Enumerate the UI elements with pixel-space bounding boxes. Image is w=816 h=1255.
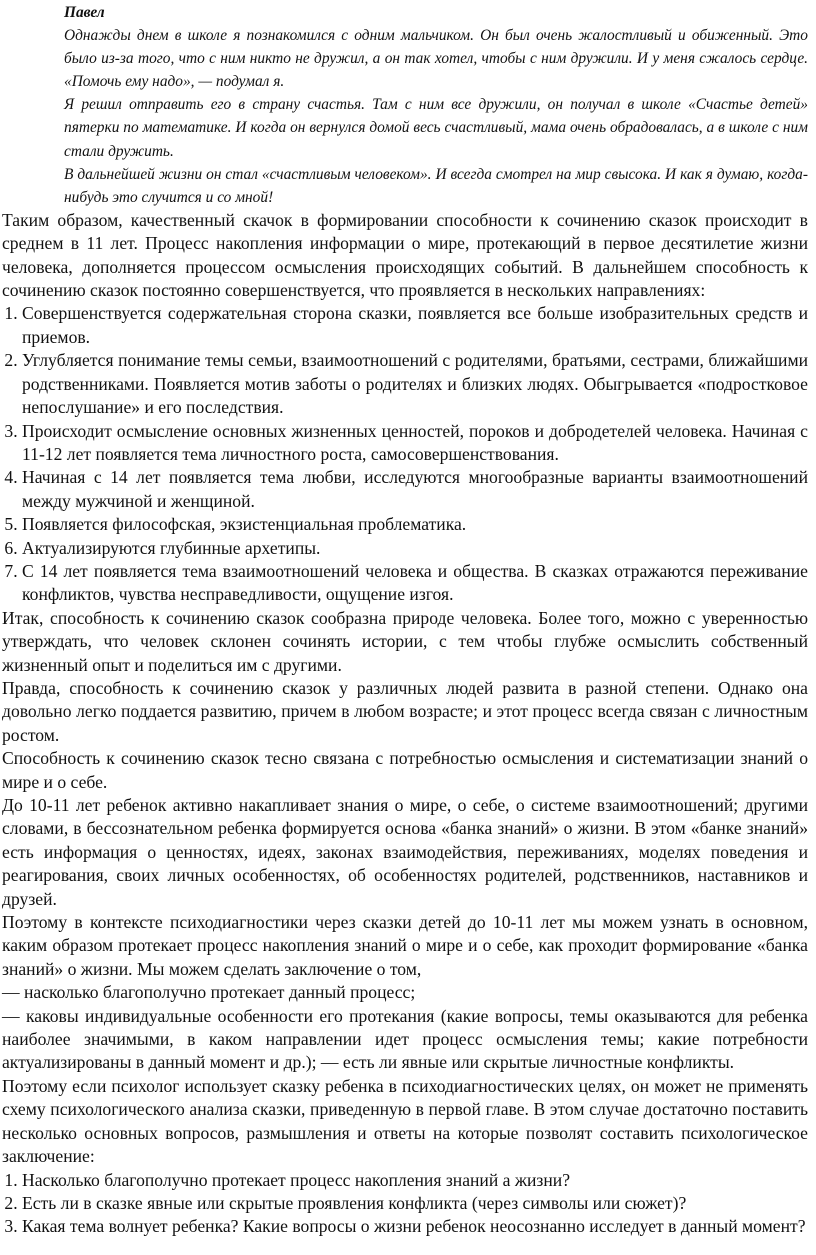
- list-item: 7. С 14 лет появляется тема взаимоотношений человека и общества. В сказках отражаются переживание конфликтов, чувства несправедливости, ощущение изгоя.: [22, 560, 808, 607]
- body-paragraph: До 10-11 лет ребенок активно накапливает знания о мире, о себе, о системе взаимоотношений; другими словами, в бессознательном ребенка формируется основа «банка знаний» о жизни. В этом «банке знаний» есть информация о ценностях, идеях, законах взаимодействия, переживаниях, моделях поведения и реагирования, своих личных особенностях, об особенностях родителей, родственников, наставников и друзей.: [2, 795, 808, 909]
- list-item: 2. Есть ли в сказке явные или скрытые проявления конфликта (через символы или сюжет)?: [22, 1192, 808, 1215]
- body-paragraph: Поэтому в контексте психодиагностики через сказки детей до 10-11 лет мы можем узнать в основном, каким образом протекает процесс накопления знаний о мире и о себе, как проходит формирование «банка знаний» о жизни. Мы можем сделать заключение о том,: [2, 912, 808, 979]
- directions-list: [2, 302, 808, 606]
- dash-item: — насколько благополучно протекает данный процесс;: [2, 982, 416, 1003]
- list-item: 2. Углубляется понимание темы семьи, взаимоотношений с родителями, братьями, сестрами, ближайшими родственниками. Появляется мотив заботы о родителях и близких людях. Обыгрывается «подростковое непослушание» и его последствия.: [22, 349, 808, 419]
- story-paragraph: Я решил отправить его в страну счастья. Там с ним все дружили, он получал в школе «Счастье детей» пятерки по математике. И когда он вернулся домой весь счастливый, мама очень обрадовалась, а в школе с ним стали дружить.: [64, 96, 808, 160]
- list-item: 1. Совершенствуется содержательная сторона сказки, появляется все больше изобразительных средств и приемов.: [22, 302, 808, 349]
- story-excerpt: [2, 1, 808, 209]
- story-paragraph: В дальнейшей жизни он стал «счастливым человеком». И всегда смотрел на мир свысока. И как я думаю, когда-нибудь это случится и со мной!: [64, 165, 808, 206]
- list-item: 6. Актуализируются глубинные архетипы.: [22, 537, 808, 560]
- dash-item: — каковы индивидуальные особенности его протекания (какие вопросы, темы оказываются для ребенка наиболее значимыми, в каком направлении идет процесс осмысления темы; какие потребности актуализированы в данный момент и др.); — есть ли явные или скрытые личностные конфликты.: [2, 1005, 808, 1073]
- list-item: 4. Начиная с 14 лет появляется тема любви, исследуются многообразные варианты взаимоотношений между мужчиной и женщиной.: [22, 466, 808, 513]
- story-title: Павел: [64, 4, 105, 21]
- questions-list: [2, 1169, 808, 1239]
- list-item: 3. Происходит осмысление основных жизненных ценностей, пороков и добродетелей человека. Начиная с 11-12 лет появляется тема личностного роста, самосовершенствования.: [22, 420, 808, 467]
- intro-paragraph: Таким образом, качественный скачок в формировании способности к сочинению сказок происходит в среднем в 11 лет. Процесс накопления информации о мире, протекающий в первое десятилетие жизни человека, дополняется процессом осмысления происходящих событий. В дальнейшем способность к сочинению сказок постоянно совершенствуется, что проявляется в нескольких направлениях:: [2, 209, 808, 301]
- body-paragraph: Правда, способность к сочинению сказок у различных людей развита в разной степени. Однако она довольно легко поддается развитию, причем в любом возрасте; и этот процесс всегда связан с личностным ростом.: [2, 677, 808, 745]
- story-paragraph: Однажды днем в школе я познакомился с одним мальчиком. Он был очень жалостливый и обиженный. Это было из-за того, что с ним никто не дружил, а он так хотел, чтобы с ним дружили. И у меня сжалось сердце. «Помочь ему надо», — подумал я.: [64, 27, 808, 91]
- body-paragraph: Способность к сочинению сказок тесно связана с потребностью осмысления и систематизации знаний о мире и о себе.: [2, 748, 808, 792]
- list-item: 5. Появляется философская, экзистенциальная проблематика.: [22, 513, 808, 536]
- closing-paragraph: Поэтому если психолог использует сказку ребенка в психодиагностических целях, он может не применять схему психологического анализа сказки, приведенную в первой главе. В этом случае достаточно поставить несколько основных вопросов, размышления и ответы на которые позволят составить психологическое заключение:: [2, 1075, 808, 1167]
- list-item: 1. Насколько благополучно протекает процесс накопления знаний а жизни?: [22, 1169, 808, 1192]
- body-paragraph: Итак, способность к сочинению сказок сообразна природе человека. Более того, можно с уверенностью утверждать, что человек склонен сочинять истории, с тем чтобы глубже осмыслить собственный жизненный опыт и поделиться им с другими.: [2, 607, 808, 675]
- list-item: 3. Какая тема волнует ребенка? Какие вопросы о жизни ребенок неосознанно исследует в данный момент?: [22, 1215, 808, 1238]
